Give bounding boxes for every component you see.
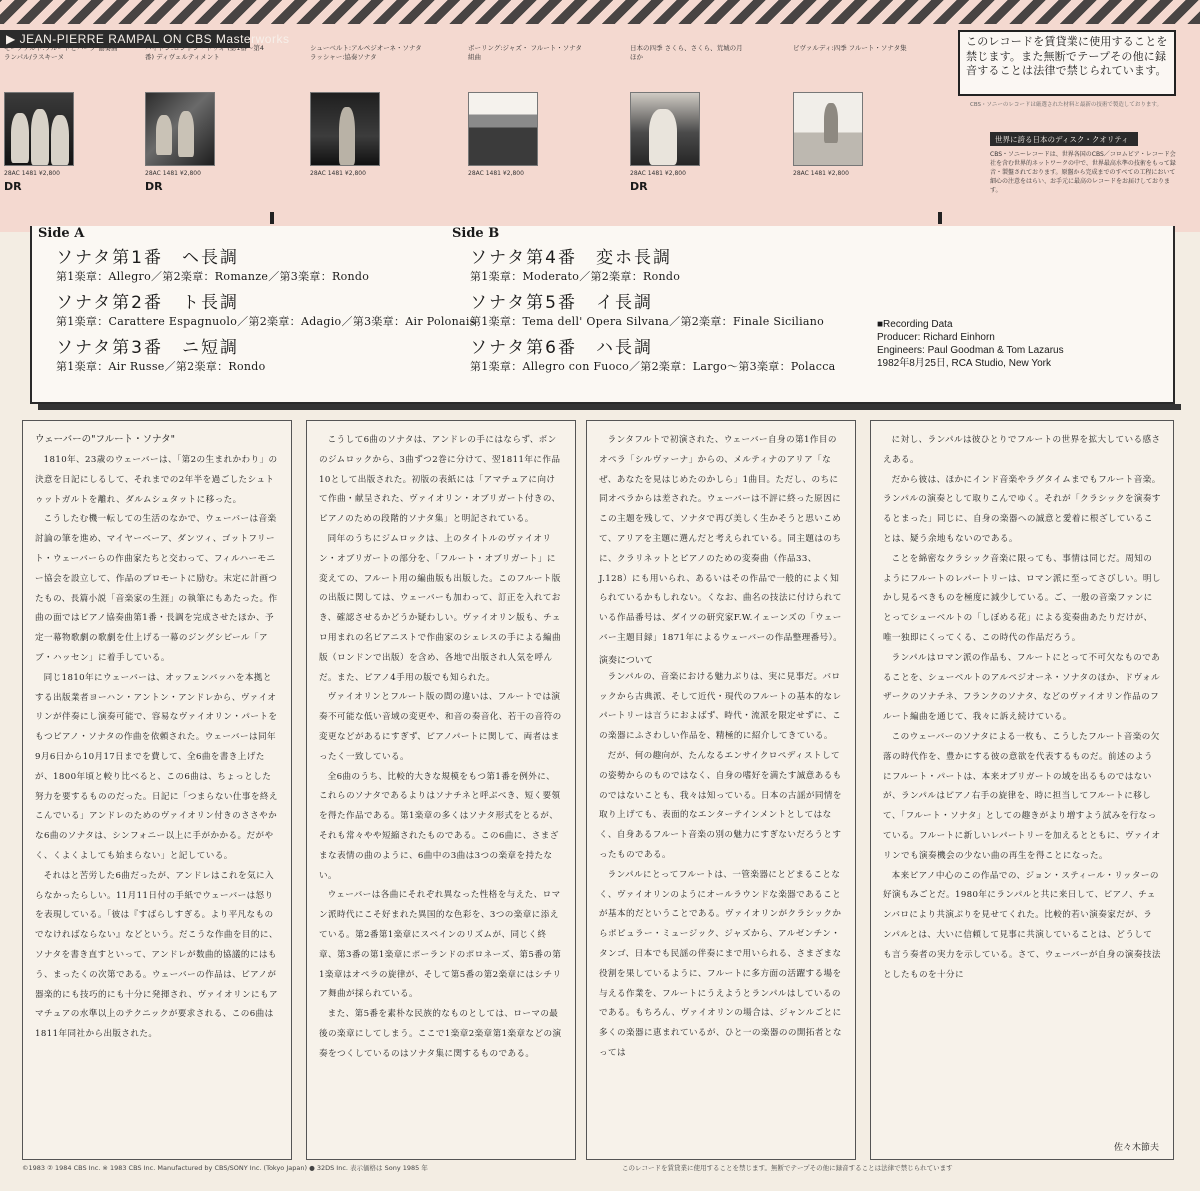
sonata-title: ソナタ第1番 ヘ長調 [56, 248, 239, 268]
dr-logo: DR [630, 180, 648, 193]
notes-paragraph: 同じ1810年にウェーバーは、オッフェンバッハを本拠とする出版業者ヨーハン・アントン・アンドレから、ヴァイオリンが伴奏にし演奏可能で、容易なヴァイオリン・パートをもつピアノ・ソナタの作曲を依頼された。ウェーバーは同年9月6日から10月17日までを費して、全6曲を書き上げたが、1800年頃と較り比べると、この6曲は、ちょっとした努力を要するもののだった。日記に「つまらない仕事を終えこんでいる」アンドレのためのヴァイオリン付きのささやかな6曲のソナタは、シンフォニー以上に手がかかる。だがやく、くよくよしても始まらない」と記している。 [35, 672, 278, 861]
album-cover-image [4, 92, 74, 166]
sonata-movements: 第1楽章：Allegro con Fuoco／第2楽章：Largo～第3楽章：Polacca [470, 360, 836, 373]
sonata-title: ソナタ第4番 変ホ長調 [470, 248, 672, 268]
sonata-title: ソナタ第6番 ハ長調 [470, 338, 653, 358]
album-catalog: 28AC 1481 ¥2,800 [4, 170, 60, 177]
notes-column-1 [22, 420, 292, 1160]
album-catalog: 28AC 1481 ¥2,800 [145, 170, 201, 177]
album-catalog: 28AC 1481 ¥2,800 [468, 170, 524, 177]
liner-notes [22, 420, 1180, 1160]
notes-paragraph: こうして6曲のソナタは、アンドレの手にはならず、ボンのジムロックから、3曲ずつ2巻に分けて、翌1811年に作品10として出版された。初版の表紙には「アマチュアに向けて作曲・献呈された、ヴァイオリン・オブリガート付きの、ピアノのための段階的ソナタ集」と明記されている。 [319, 435, 561, 525]
album-cover-image [310, 92, 380, 166]
notes-paragraph: こうしたむ機一転しての生活のなかで、ウェーバーは音楽討論の筆を進め、マイヤーベーア、ダンツィ、ゴットフリート・ウェーバーらの作曲家たちと交わって、フィルハーモニー協会を設立して、作品のプロモートに励む。末定に計画つたもの、長篇小説「音楽家の生涯」の執筆にもあたった。作曲の面ではピアノ協奏曲第1番・長調を完成させたほか、予定一幕物歌劇の歌劇を仕上げる一幕のジングシピール「アブ・ハッセン」に着手している。 [35, 514, 278, 663]
series-banner: ▶ JEAN-PIERRE RAMPAL ON CBS Masterworks [0, 30, 250, 48]
footer-small-print [22, 1162, 1180, 1182]
album-thumbnail-2 [145, 44, 300, 214]
notes-title: ウェーバーの"フルート・ソナタ" [35, 434, 176, 445]
notes-paragraph: ことを綿密なクラシック音楽に限っても、事情は同じだ。周知のようにフルートのレパートリーは、ロマン派に至ってさびしい。明しかし見るべきものを極度に減少している。ご、一般の音楽ファンにとってシューベルトの「しぼめる花」による変奏曲あたりだけが、唯一独即にくってくる、この時代の作品だろう。 [883, 553, 1161, 643]
notes-paragraph: に対し、ランパルは彼ひとりでフルートの世界を拡大している感さえある。 [883, 435, 1161, 465]
sonata-movements: 第1楽章：Allegro／第2楽章：Romanze／第3楽章：Rondo [56, 270, 370, 283]
notes-paragraph: だが、何の趣向が、たんなるエンサイクロペディストしての姿勢からのものではなく、自身の嗜好を満たす誠意あるものではないことも、我々は知っている。日本の古謡が同情を取り上げても、表面的なエンターテインメントとしてはなく、自身あるフルート音楽の別の魅力にすぎないだろうとすったものである。 [599, 750, 842, 860]
sonata-movements: 第1楽章：Carattere Espagnuolo／第2楽章：Adagio／第3楽章：Air Polonais [56, 315, 476, 328]
album-catalog: 28AC 1481 ¥2,800 [630, 170, 686, 177]
side-a-label: Side A [38, 226, 85, 241]
notes-paragraph: また、第5番を素朴な民族的なものとしては、ローマの最後の楽章にしてしまう。ここで1楽章2楽章第1楽章などの演奏をつくしているのはソナタ集に関するものである。 [319, 1009, 562, 1059]
album-cover-image [145, 92, 215, 166]
diagonal-stripe-border [0, 0, 1200, 24]
sonata-title: ソナタ第3番 ニ短調 [56, 338, 239, 358]
top-band [0, 0, 1200, 232]
notes-paragraph: ウェーバーは各曲にそれぞれ異なった性格を与えた、ロマン派時代にこそ好まれた異国的な色彩を、3つの楽章に添えている。第2番第1楽章にスペインのリズムが、同じく終章、第3番の第1楽章にポーランドのポロネーズ、第5番の第1楽章はオペラの旋律が、そして第5番の第2楽章にはシチリア舞曲が採られている。 [319, 890, 562, 1000]
recording-heading: ■Recording Data [877, 319, 953, 330]
album-title: ビヴァルディ:四季 フルート・ソナタ集 [793, 44, 907, 52]
dr-logo: DR [145, 180, 163, 193]
notes-paragraph: 同年のうちにジムロックは、上のタイトルのヴァイオリン・オブリガートの部分を、「フルート・オブリガート」に変えての、フルート用の編曲版も出版した。このフルート版の出版に関しては、ウェーバーも加わって、訂正を入れておき、確認させるかどうか疑わしい。ヴァイオリン版も、チェロ用まれの名ピアニストで作曲家のシェレスの手による編曲版（ロンドンで出版）を含め、各地で出版され人気を呼んだ。また、ピアノ4手用の版でも知られた。 [319, 533, 561, 683]
album-thumbnail-3 [310, 44, 465, 214]
album-title: ハイドン:ロンドン・トリオ (第1番～第4番) ディヴェルティメント [145, 44, 264, 61]
author-signature: 佐々木節夫 [1113, 1143, 1159, 1153]
album-title: ボーリング:ジャズ・ フルート・ソナタ 組曲 [468, 44, 582, 61]
notes-subheading: 演奏について [599, 655, 653, 666]
notes-paragraph: 1810年、23歳のウェーバーは、「第2の生まれかわり」の決意を日記にしるして、それまでの2年半を過ごしたシュトゥットガルトを離れ、ダルムシュタットに移った。 [35, 455, 278, 505]
album-title: 日本の四季 さくら、さくら、荒城の月 ほか [630, 44, 743, 61]
album-cover-image [630, 92, 700, 166]
album-thumbnail-4 [468, 44, 623, 214]
album-thumbnail-6 [793, 44, 948, 214]
sonata-movements: 第1楽章：Tema dell' Opera Silvana／第2楽章：Finale Siciliano [470, 315, 825, 328]
side-b-label: Side B [452, 226, 500, 241]
album-cover-image [468, 92, 538, 166]
recording-producer: Producer: Richard Einhorn [877, 332, 995, 343]
notes-paragraph: だから彼は、ほかにインド音楽やラグタイムまでもフルート音楽。ランパルの演奏として取りこんでゆく。それが「クラシックを演奏するとまった」同じに、自身の楽器への誠意と愛着に根ざしていることは、疑う余地もないのである。 [883, 474, 1161, 544]
notes-paragraph: ランパルの、音楽における魅力ぶりは、実に見事だ。バロックから古典派、そして近代・現代のフルートの基本的なレパートリーは言うにおよばず、時代・流派を限定せずに、この楽器にふさわしい作品を、精極的に紹介してきている。 [599, 671, 842, 742]
recording-data [877, 318, 1137, 370]
footer-copyright: ©1983 ② 1984 CBS Inc. ※ 1983 CBS Inc. Manufactured by CBS/SONY Inc. (Tokyo Japan) ● 32DS Inc. 表示価格は Sony 1985 年 [22, 1164, 428, 1172]
notes-column-3 [586, 420, 856, 1160]
notes-paragraph: ヴァイオリンとフルート版の間の違いは、フルートでは演奏不可能な低い音域の変更や、和音の奏音化、若干の音符の変更などがあるにすぎず、ピアノパートに関して、両者はまったく一致している。 [319, 692, 562, 762]
notes-column-4 [870, 420, 1174, 1160]
recording-date: 1982年8月25日, RCA Studio, New York [877, 358, 1051, 369]
notes-column-2 [306, 420, 576, 1160]
tick-mark [938, 212, 942, 224]
tracklist-box [30, 226, 1175, 404]
notes-paragraph: ランタフルトで初演された、ウェーバー自身の第1作目のオペラ「シルヴァーナ」からの、メルティナのアリア「なぜ、あなたを見はじめたのかしら」1曲目。ただし、のちに同オペラからは差された。ウェーバーは不評に終った原因にこの主題を残して、ソナタで再び美しく生かそうと思いこめて、アリアを主題に選んだと考えられている。同主題はのちに、クラリネットとピアノのための変奏曲（作品33、J.128）にも用いられ、あるいはその作品で一般的によく知られているかもしれない。くなお、曲名の技法に付けられている作品番号は、ダイツの研究家F.W.イェーンズの「ウェーバー主題目録」1871年によるウェーバーの作品整理番号）。 [599, 435, 843, 643]
album-title: シューベルト:アルペジオーネ・ソナタ ラッシャー:協奏ソナタ [310, 44, 422, 61]
notes-paragraph: ランパルにとってフルートは、一管楽器にとどまることなく、ヴァイオリンのようにオールラウンドな楽器であることが基本的だということである。ヴァイオリンがクラシックからポピュラー・ミュージック、ジャズから、アルゼンチン・タンゴ、日本でも民謡の伴奏にまで用いられる、さまざまな役割を果しているように、フルートに多方面の活躍する場を与える作業を、フルートにうえようとランパルはしているのである。もちろん、ヴァイオリンの場合は、ジャンルごとに多くの楽器に恵まれているが、ひと一の楽器のの開拓者となっては [599, 869, 842, 1058]
footer-notice: このレコードを賃貸業に使用することを禁じます。無断でテープその他に録音することは法律で禁じられています [622, 1164, 953, 1172]
album-catalog: 28AC 1481 ¥2,800 [310, 170, 366, 177]
notes-paragraph: ランパルはロマン派の作品も、フルートにとって不可欠なものであることを、シューベルトのアルペジオーネ・ソナタのほか、ドヴォルザークのソナチネ、フランクのソナタ、などのヴァイオリン作品のフルート編曲を通じて、我々に訴え続けている。 [883, 652, 1161, 723]
top-small-print: CBS・ソニーのレコードは厳選された材料と最新の技術で製造しております。 [970, 102, 1162, 108]
quality-banner: 世界に誇る日本のディスク・クオリティ [990, 132, 1138, 146]
album-catalog: 28AC 1481 ¥2,800 [793, 170, 849, 177]
sonata-movements: 第1楽章：Moderato／第2楽章：Rondo [470, 270, 681, 283]
rental-notice-box: このレコードを賃貸業に使用することを禁じます。また無断でテープその他に録音することは法律で禁じられています。 [958, 30, 1176, 96]
side-b [452, 226, 836, 378]
quality-text: CBS・ソニーレコードは、世界各国のCBS／コロムビア・レコード会社を含む世界的ネットワークの中で、世界最高水準の技術をもって録音・製盤されております。原盤から完成までのすべての工程において細心の注意をはらい、お手元に最高のレコードをお届けしております。 [990, 151, 1176, 194]
sonata-title: ソナタ第2番 ト長調 [56, 293, 239, 313]
notes-paragraph: 全6曲のうち、比較的大きな規模をもつ第1番を例外に、これらのソナタであるよりはソナチネと呼ぶべき、短く要領を得た作品である。第1楽章の多くはソナタ形式をとるが、それも常々やや短縮されたものである。この6曲に、さまざまな表情の曲のように、6曲中の3曲は3つの楽章を持たない。 [319, 771, 561, 881]
recording-engineers: Engineers: Paul Goodman & Tom Lazarus [877, 345, 1064, 356]
dr-logo: DR [4, 180, 22, 193]
sonata-title: ソナタ第5番 イ長調 [470, 293, 653, 313]
album-thumbnail-5 [630, 44, 785, 214]
side-a [38, 226, 476, 378]
notes-paragraph: 本来ピアノ中心のこの作品での、ジョン・スティール・リッターの好演もみごとだ。1980年にランパルと共に来日して、ピアノ、チェンバロにより共演ぶりを見せてくれた。比較的若い演奏家だが、ランパルとは、大いに信頼して見事に共演していることは、どうしても言う奏者の実力を示している。さて、ウェーバーが自身の演奏技法としたものを十分に [883, 870, 1161, 980]
album-thumbnail-1 [4, 44, 159, 214]
album-title: モーツァルト:フルートとハープ 協奏曲 ランパル/ラスキーヌ [4, 44, 118, 61]
sonata-movements: 第1楽章：Air Russe／第2楽章：Rondo [56, 360, 266, 373]
notes-paragraph: このウェーバーのソナタによる一枚も、こうしたフルート音楽の欠落の時代作を、豊かにする彼の意欲を代表するものだ。前述のようにフルート・パートは、本来オブリガートの域を出るものではないが、ランパルはピアノ右手の旋律を、時に担当してフルートに移して、「フルート・ソナタ」としての趣きがより増すよう試みを行なっている。フルートに新しいレパートリーを加えるとともに、ヴァイオリンでも演奏機会の少ない曲の再生を得ことになった。 [883, 731, 1161, 861]
notes-paragraph: それはと苦労した6曲だったが、アンドレはこれを気に入らなかったらしい。11月11日付の手紙でウェーバーは怒りを表現している。「彼は『すばらしすぎる。より平凡なものでなければならない』などという。だこうな作曲を目的に、ソナタを書き直すといって、アンドレが数曲的協議的にはもう、まったくの次第である。ウェーバーの作品は、ピアノが器楽的にも技巧的にも十分に発揮され、ヴァイオリンにもアマチュアの水準以上のテクニックが要求される、この6曲は1811年同社から出版された。 [35, 870, 279, 1040]
album-cover-image [793, 92, 863, 166]
tick-mark [270, 212, 274, 224]
